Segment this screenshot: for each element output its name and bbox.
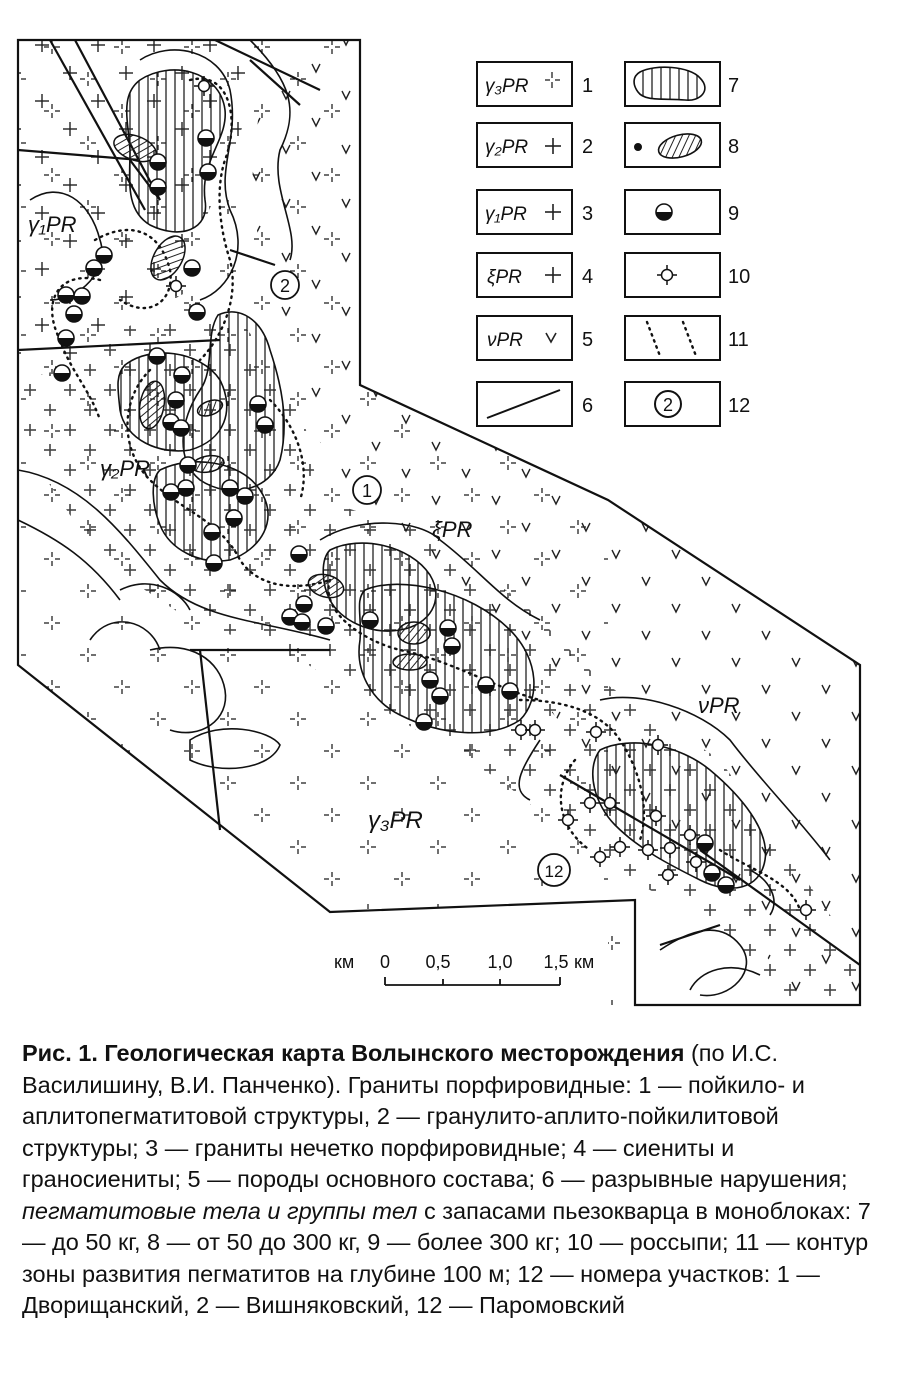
svg-text:7: 7 xyxy=(728,75,740,97)
caption-italic-phrase: пегматитовые тела и группы тел xyxy=(22,1197,418,1224)
svg-text:γ₁PR: γ₁PR xyxy=(485,204,527,225)
scale-unit-right: км xyxy=(574,952,595,972)
svg-text:1: 1 xyxy=(582,75,594,97)
svg-text:9: 9 xyxy=(728,203,740,225)
svg-text:11: 11 xyxy=(728,329,749,351)
label-g2-pr: γ₂PR xyxy=(100,456,150,481)
svg-text:1: 1 xyxy=(361,481,373,501)
site-number-12 xyxy=(538,854,570,886)
svg-text:γ₂PR: γ₂PR xyxy=(485,137,529,158)
svg-text:5: 5 xyxy=(582,329,594,351)
svg-text:4: 4 xyxy=(582,266,594,288)
svg-text:3: 3 xyxy=(582,203,594,225)
scale-tick-1-0: 1,0 xyxy=(487,952,513,972)
svg-text:2: 2 xyxy=(279,276,291,296)
svg-text:10: 10 xyxy=(728,266,751,288)
svg-text:2: 2 xyxy=(582,136,594,158)
caption-text-part-1: (по И.С. Василишину, В.И. Панченко). Граниты порфировидные: 1 — пойкило- и аплитопегматитовой структуры, 2 — гранулито-аплито-пойкилитовой структуры; 3 — граниты нечетко порфировидные; 4 — сиениты и граносиениты; 5 — породы основного состава; 6 — разрывные нарушения; xyxy=(22,1040,848,1192)
svg-text:νPR: νPR xyxy=(487,330,523,351)
label-g3-pr: γ₃PR xyxy=(368,807,423,834)
figure-caption xyxy=(22,1038,880,1322)
svg-text:12: 12 xyxy=(728,395,751,417)
caption-title: Рис. 1. Геологическая карта Волынского месторождения xyxy=(22,1040,685,1066)
scale-tick-0-5: 0,5 xyxy=(425,952,451,972)
svg-text:6: 6 xyxy=(582,395,594,417)
svg-text:ξPR: ξPR xyxy=(487,267,522,288)
svg-text:12: 12 xyxy=(544,862,564,881)
scale-tick-1-5: 1,5 xyxy=(543,952,569,972)
label-g1-pr: γ₁PR xyxy=(28,212,77,237)
label-xi-pr: ξPR xyxy=(432,517,473,542)
site-number-1 xyxy=(353,476,381,504)
scale-unit-left: км xyxy=(334,952,355,972)
svg-text:8: 8 xyxy=(728,136,740,158)
caption-text-part-2: с запасами пьезокварца в моноблоках: 7 — до 50 кг, 8 — от 50 до 300 кг, 9 — более 300 кг; 10 — россыпи; 11 — контур зоны развития пегматитов на глубине 100 м; 12 — номера участков: 1 — Дворищанский, 2 — Вишняковский, 12 — Паромовский xyxy=(22,1197,871,1318)
svg-text:γ₃PR: γ₃PR xyxy=(485,76,529,97)
site-number-2 xyxy=(271,271,299,299)
label-nu-pr: νPR xyxy=(698,693,740,718)
scale-tick-0: 0 xyxy=(379,952,391,972)
map-legend xyxy=(470,50,760,435)
svg-text:2: 2 xyxy=(662,395,674,415)
scale-bar xyxy=(334,952,594,985)
